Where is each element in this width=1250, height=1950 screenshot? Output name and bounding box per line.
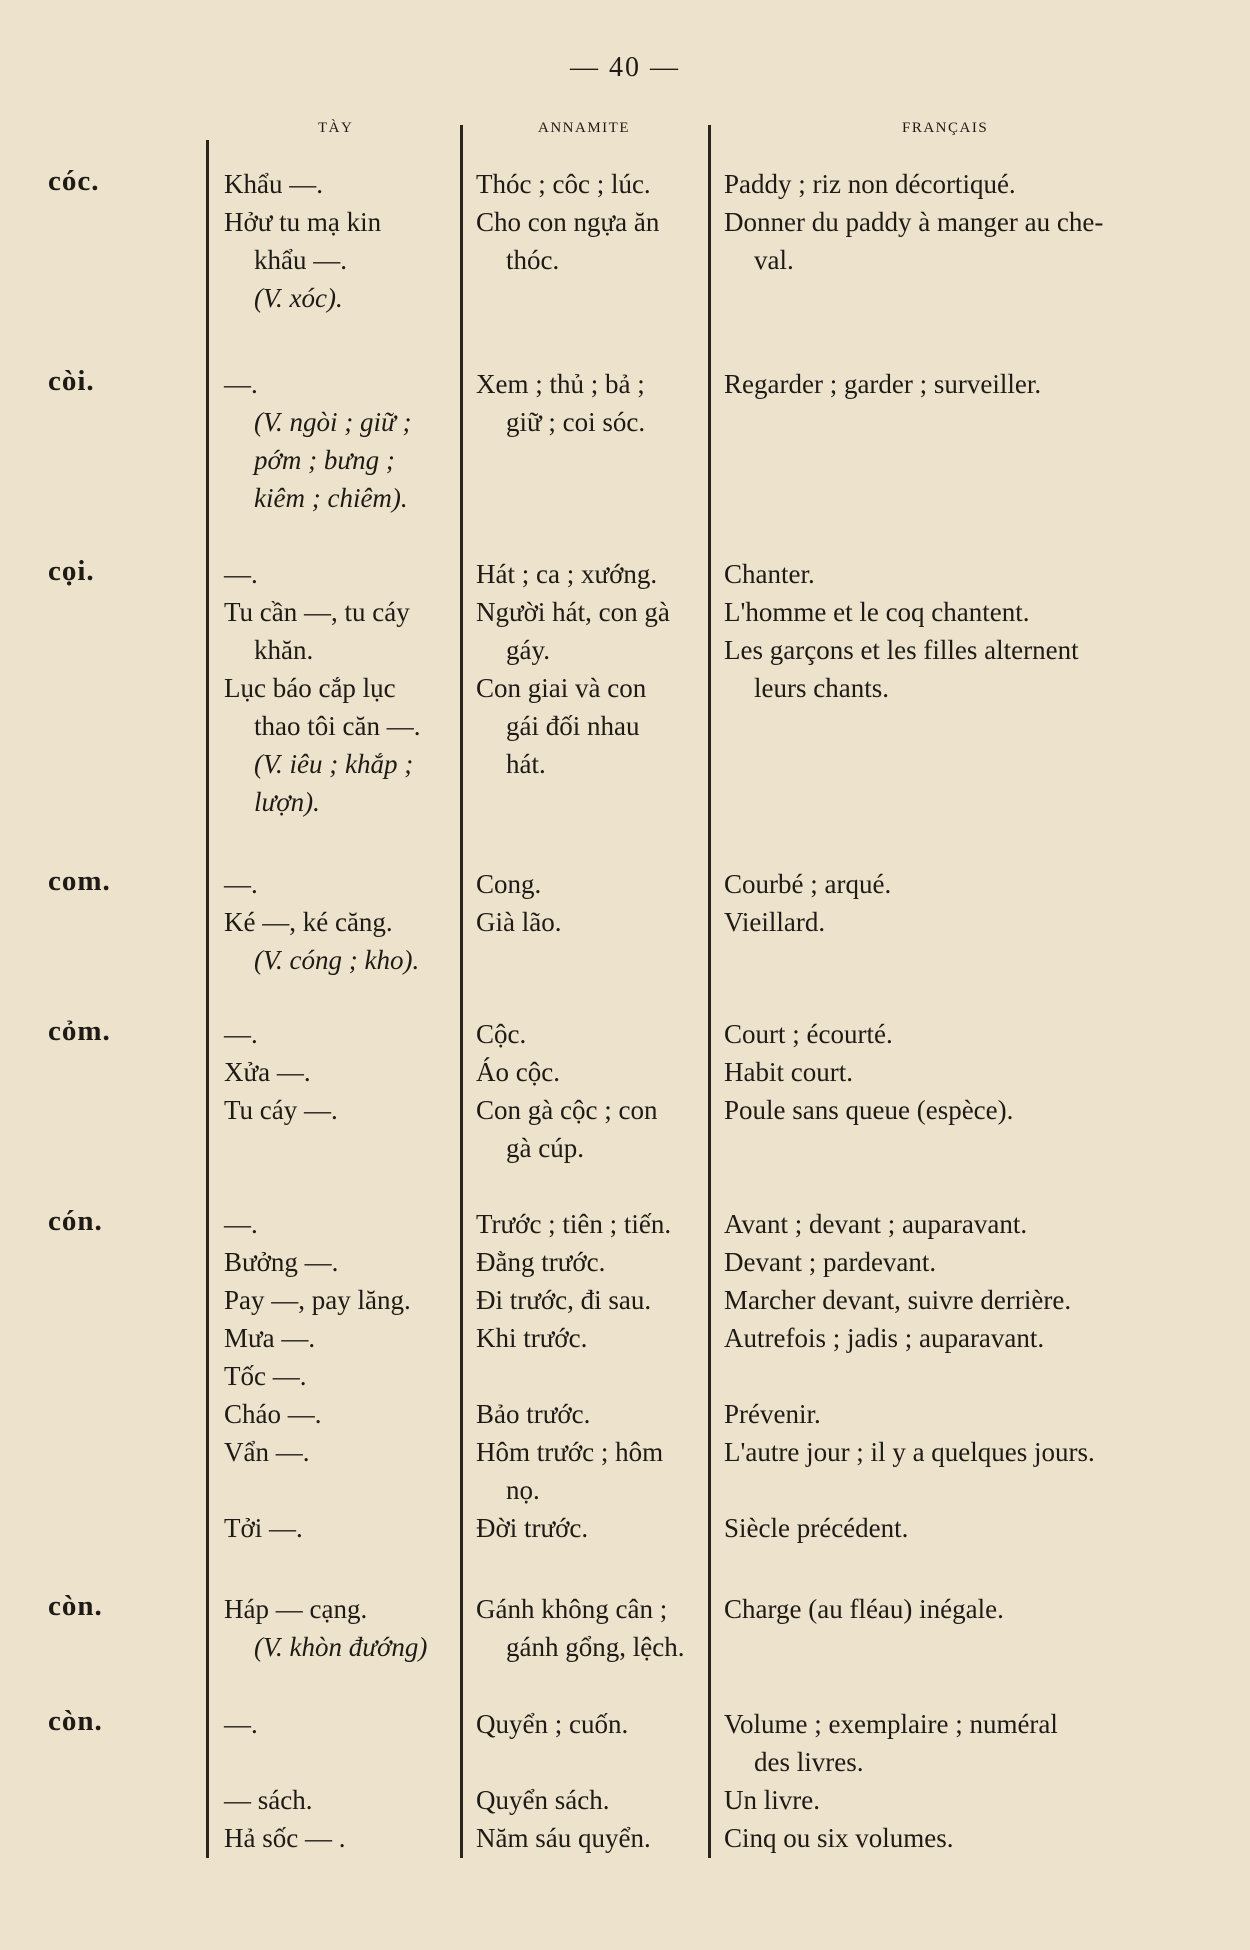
annamite-line [476, 1357, 701, 1395]
column-rule-right [708, 125, 711, 1858]
annamite-line: Trước ; tiên ; tiến. [476, 1209, 672, 1239]
french-line [724, 1471, 1194, 1509]
tay-line: khẩu —. [254, 245, 347, 275]
french-line: des livres. [754, 1747, 864, 1777]
header-annamite: ANNAMITE [538, 120, 630, 136]
annamite-line: thóc. [506, 245, 560, 275]
tay-line: pớm ; bưng ; [254, 445, 395, 475]
tay-line: Cháo —. [224, 1399, 322, 1429]
french-line: Autrefois ; jadis ; auparavant. [724, 1323, 1045, 1353]
french-line: Un livre. [724, 1785, 820, 1815]
tay-line: (V. cóng ; kho). [254, 945, 420, 975]
annamite-line: gái đối nhau [506, 711, 640, 741]
french-line: Volume ; exemplaire ; numéral [724, 1709, 1058, 1739]
french-line: Donner du paddy à manger au che- [724, 207, 1104, 237]
tay-line: (V. khòn đướng) [254, 1632, 428, 1662]
french-line: L'autre jour ; il y a quelques jours. [724, 1437, 1095, 1467]
annamite-line: Hôm trước ; hôm [476, 1437, 664, 1467]
entry-tay-column [224, 1205, 454, 1547]
tay-line: —. [224, 1709, 258, 1739]
entry-headword: cóc. [48, 165, 100, 197]
annamite-line: Con giai và con [476, 673, 647, 703]
annamite-line: gánh gổng, lệch. [506, 1632, 685, 1662]
tay-line [224, 1471, 454, 1509]
tay-line: Hả sốc — . [224, 1823, 346, 1853]
tay-line: —. [224, 369, 258, 399]
entry-headword: cọi. [48, 555, 95, 587]
annamite-line: Đi trước, đi sau. [476, 1285, 652, 1315]
annamite-line [476, 1743, 701, 1781]
annamite-line: Áo cộc. [476, 1057, 560, 1087]
tay-line: Khẩu —. [224, 169, 323, 199]
column-rule-left [206, 140, 209, 1858]
tay-line: Ké —, ké căng. [224, 907, 393, 937]
tay-line: Pay —, pay lăng. [224, 1285, 411, 1315]
annamite-line: Người hát, con gà [476, 597, 670, 627]
french-line: Court ; écourté. [724, 1019, 893, 1049]
entry-headword: còi. [48, 365, 95, 397]
entry-annamite-column [476, 365, 701, 441]
tay-line: Lục báo cắp lục [224, 673, 396, 703]
tay-line: (V. ngòi ; giữ ; [254, 407, 412, 437]
entry-french-column [724, 555, 1194, 707]
annamite-line: Hát ; ca ; xướng. [476, 559, 658, 589]
tay-line: lượn). [254, 787, 320, 817]
annamite-line: Khi trước. [476, 1323, 588, 1353]
entry-tay-column [224, 1590, 454, 1666]
annamite-line: Năm sáu quyển. [476, 1823, 651, 1853]
french-line: Poule sans queue (espèce). [724, 1095, 1014, 1125]
french-line: val. [754, 245, 794, 275]
entry-french-column [724, 865, 1194, 941]
page-number: — 40 — [570, 52, 680, 83]
header-tay: TÀY [318, 120, 354, 136]
tay-line: (V. xóc). [254, 283, 343, 313]
french-line [724, 1357, 1194, 1395]
tay-line: Tu cần —, tu cáy [224, 597, 410, 627]
entry-headword: còn. [48, 1590, 103, 1622]
entry-headword: com. [48, 865, 111, 897]
entry-french-column [724, 1015, 1194, 1129]
french-line: Siècle précédent. [724, 1513, 909, 1543]
tay-line: —. [224, 1209, 258, 1239]
french-line: Marcher devant, suivre derrière. [724, 1285, 1072, 1315]
annamite-line: gà cúp. [506, 1133, 584, 1163]
french-line: Devant ; pardevant. [724, 1247, 937, 1277]
annamite-line: Đằng trước. [476, 1247, 606, 1277]
tay-line: Tốc —. [224, 1361, 307, 1391]
tay-line: Mưa —. [224, 1323, 316, 1353]
annamite-line: Xem ; thủ ; bả ; [476, 369, 645, 399]
tay-line: khăn. [254, 635, 314, 665]
tay-line: thao tôi căn —. [254, 711, 421, 741]
annamite-line: Con gà cộc ; con [476, 1095, 658, 1125]
tay-line: Tu cáy —. [224, 1095, 338, 1125]
entry-tay-column [224, 865, 454, 979]
entry-annamite-column [476, 555, 701, 783]
entry-annamite-column [476, 1590, 701, 1666]
tay-line: Hởư tu mạ kin [224, 207, 382, 237]
entry-tay-column [224, 365, 454, 517]
entry-french-column [724, 1705, 1194, 1857]
annamite-line: Bảo trước. [476, 1399, 591, 1429]
french-line: Les garçons et les filles alternent [724, 635, 1079, 665]
french-line: Vieillard. [724, 907, 826, 937]
entry-headword: cón. [48, 1205, 103, 1237]
tay-line: —. [224, 869, 258, 899]
tay-line: Xửa —. [224, 1057, 311, 1087]
french-line: Avant ; devant ; auparavant. [724, 1209, 1028, 1239]
entry-annamite-column [476, 865, 701, 941]
annamite-line: nọ. [506, 1475, 540, 1505]
french-line: Habit court. [724, 1057, 853, 1087]
entry-french-column [724, 365, 1194, 403]
entry-tay-column [224, 555, 454, 821]
annamite-line: Quyển sách. [476, 1785, 610, 1815]
tay-line: Vẩn —. [224, 1437, 310, 1467]
entry-annamite-column [476, 1705, 701, 1857]
entry-annamite-column [476, 1015, 701, 1167]
entry-headword: còn. [48, 1705, 103, 1737]
annamite-line: Đời trước. [476, 1513, 589, 1543]
tay-line: — sách. [224, 1785, 313, 1815]
french-line: Chanter. [724, 559, 815, 589]
annamite-line: Già lão. [476, 907, 562, 937]
french-line: Regarder ; garder ; surveiller. [724, 369, 1042, 399]
entry-headword: cỏm. [48, 1015, 111, 1047]
french-line: leurs chants. [754, 673, 889, 703]
french-line: Cinq ou six volumes. [724, 1823, 954, 1853]
tay-line: kiêm ; chiêm). [254, 483, 408, 513]
french-line: Charge (au fléau) inégale. [724, 1594, 1004, 1624]
tay-line: (V. iêu ; khắp ; [254, 749, 414, 779]
annamite-line: Thóc ; côc ; lúc. [476, 169, 651, 199]
french-line: Prévenir. [724, 1399, 821, 1429]
column-rule-middle [460, 125, 463, 1858]
french-line: L'homme et le coq chantent. [724, 597, 1030, 627]
french-line: Paddy ; riz non décortiqué. [724, 169, 1016, 199]
entry-french-column [724, 1205, 1194, 1547]
annamite-line: Cong. [476, 869, 542, 899]
entry-tay-column [224, 165, 454, 317]
entry-french-column [724, 1590, 1194, 1628]
annamite-line: giữ ; coi sóc. [506, 407, 646, 437]
tay-line [224, 1743, 454, 1781]
french-line: Courbé ; arqué. [724, 869, 892, 899]
tay-line: Tởi —. [224, 1513, 303, 1543]
annamite-line: Cho con ngựa ăn [476, 207, 660, 237]
tay-line: —. [224, 1019, 258, 1049]
annamite-line: Quyển ; cuốn. [476, 1709, 629, 1739]
header-francais: FRANÇAIS [902, 120, 989, 136]
tay-line: Bưởng —. [224, 1247, 339, 1277]
entry-annamite-column [476, 165, 701, 279]
entry-annamite-column [476, 1205, 701, 1547]
entry-french-column [724, 165, 1194, 279]
tay-line: Háp — cạng. [224, 1594, 368, 1624]
annamite-line: hát. [506, 749, 546, 779]
annamite-line: Cộc. [476, 1019, 527, 1049]
entry-tay-column [224, 1705, 454, 1857]
tay-line: —. [224, 559, 258, 589]
annamite-line: Gánh không cân ; [476, 1594, 668, 1624]
entry-tay-column [224, 1015, 454, 1129]
annamite-line: gáy. [506, 635, 550, 665]
